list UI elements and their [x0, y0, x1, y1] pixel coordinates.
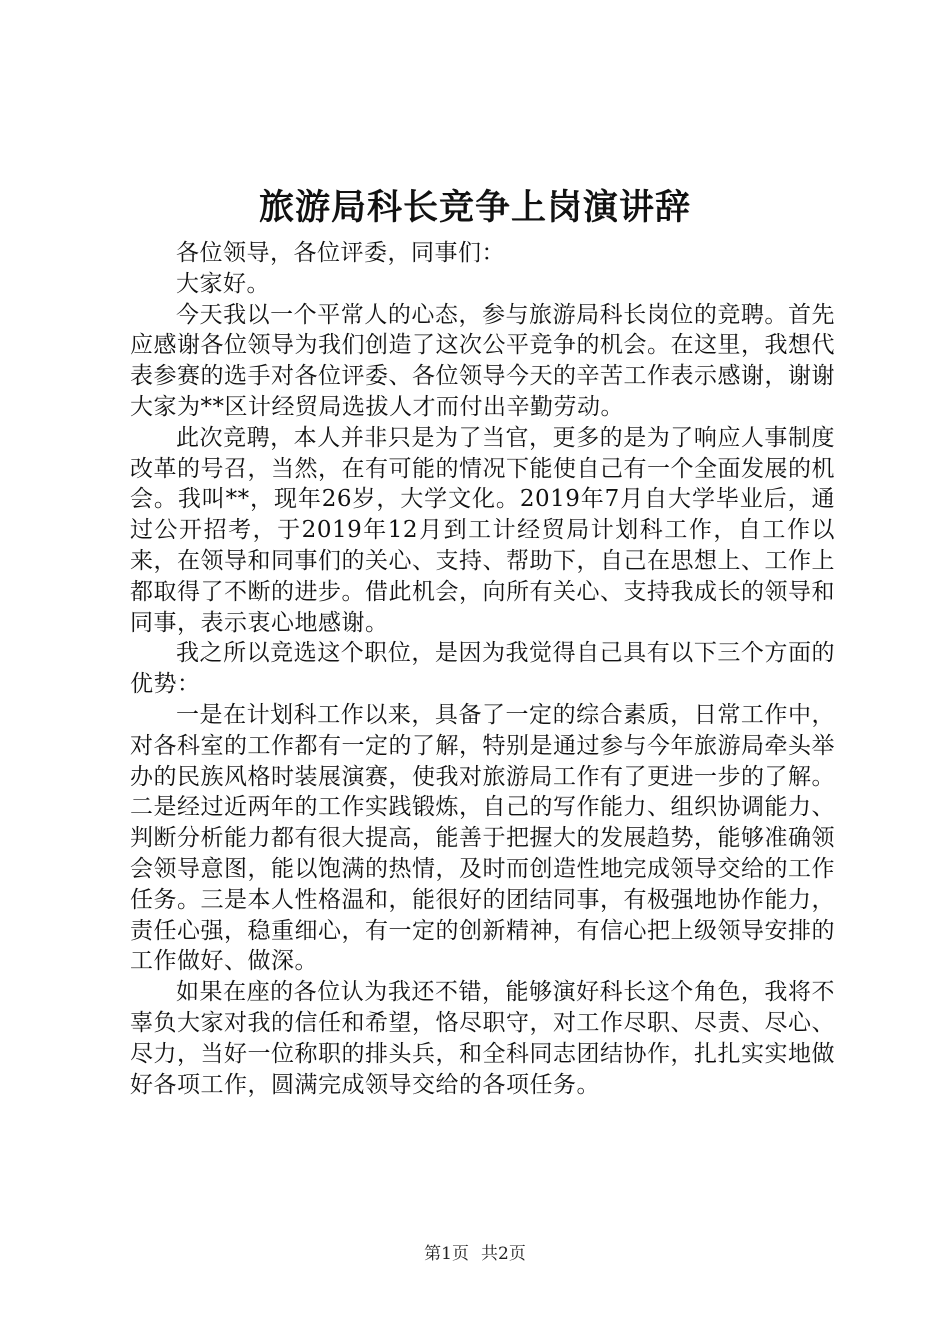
salutation-paragraph: 各位领导，各位评委，同事们： — [176, 240, 505, 266]
page-number: 第1页 — [424, 1244, 469, 1264]
closing-paragraph: 如果在座的各位认为我还不错，能够演好科长这个角色，我将不辜负大家对我的信任和希望，恪尽职守，对工作尽职、尽责、尽心、尽力，当好一位称职的排头兵，和全科同志团结协作，扎扎实实地做好各项工作，圆满完成领导交给的各项任务。 — [130, 979, 835, 1098]
page-footer — [0, 1242, 950, 1266]
document-title: 旅游局科长竞争上岗演讲辞 — [258, 187, 691, 228]
body-paragraph: 今天我以一个平常人的心态，参与旅游局科长岗位的竞聘。首先应感谢各位领导为我们创造了这次公平竞争的机会。在这里，我想代表参赛的选手对各位评委、各位领导今天的辛苦工作表示感谢，谢谢大家为**区计经贸局选拔人才而付出辛勤劳动。 — [130, 301, 835, 420]
page-total: 共2页 — [481, 1244, 526, 1264]
body-paragraph: 此次竞聘，本人并非只是为了当官，更多的是为了响应人事制度改革的号召，当然，在有可能的情况下能使自己有一个全面发展的机会。我叫**，现年26岁，大学文化。2019年7月自大学毕业后，通过公开招考，于2019年12月到工计经贸局计划科工作，自工作以来，在领导和同事们的关心、支持、帮助下，自己在思想上、工作上都取得了不断的进步。借此机会，向所有关心、支持我成长的领导和同事，表示衷心地感谢。 — [130, 424, 835, 636]
body-paragraph: 我之所以竞选这个职位，是因为我觉得自己具有以下三个方面的优势： — [130, 640, 835, 698]
greeting-paragraph: 大家好。 — [176, 270, 270, 297]
document-body — [130, 238, 835, 1100]
body-paragraph: 一是在计划科工作以来，具备了一定的综合素质，日常工作中，对各科室的工作都有一定的了解，特别是通过参与今年旅游局牵头举办的民族风格时装展演赛，使我对旅游局工作有了更进一步的了解。二是经过近两年的工作实践锻炼，自己的写作能力、组织协调能力、判断分析能力都有很大提高，能善于把握大的发展趋势，能够准确领会领导意图，能以饱满的热情，及时而创造性地完成领导交给的工作任务。三是本人性格温和，能很好的团结同事，有极强地协作能力，责任心强，稳重细心，有一定的创新精神，有信心把上级领导安排的工作做好、做深。 — [130, 701, 835, 975]
